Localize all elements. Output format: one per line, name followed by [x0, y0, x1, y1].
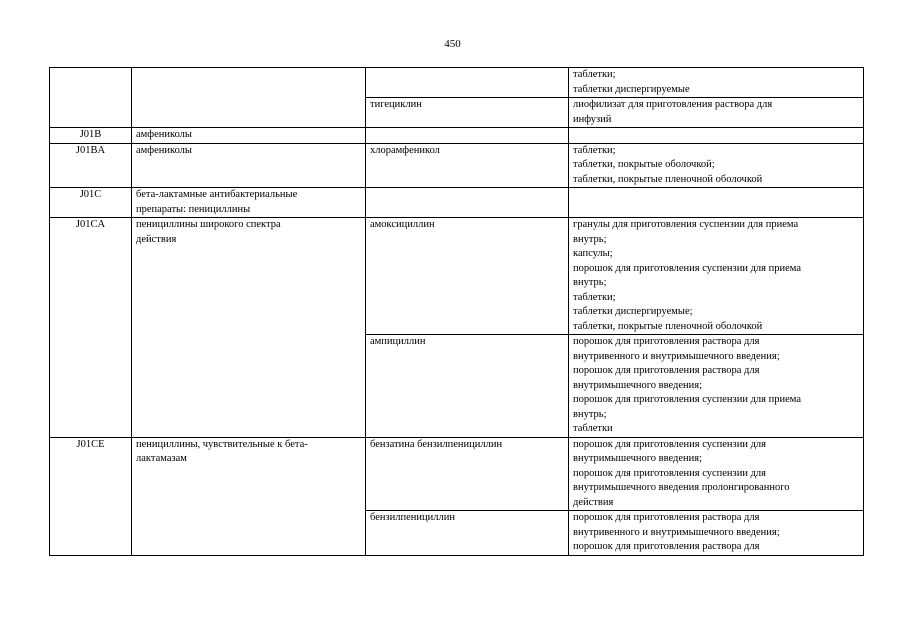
forms-cell: [569, 188, 864, 218]
group-cell: бета-лактамные антибактериальные препараты: пенициллины: [132, 188, 366, 218]
atc-code-cell: J01CE: [50, 437, 132, 555]
drug-cell: бензилпенициллин: [366, 511, 569, 556]
atc-code-cell: J01B: [50, 128, 132, 144]
drug-cell: ампициллин: [366, 335, 569, 438]
group-cell: [132, 68, 366, 128]
group-cell: пенициллины, чувствительные к бета- лактамазам: [132, 437, 366, 555]
forms-cell: [569, 128, 864, 144]
group-cell: пенициллины широкого спектра действия: [132, 218, 366, 438]
forms-cell: порошок для приготовления суспензии для внутримышечного введения; порошок для приготовления суспензии для внутримышечного введения пролонгированного действия: [569, 437, 864, 511]
forms-cell: таблетки; таблетки, покрытые оболочкой; таблетки, покрытые пленочной оболочкой: [569, 143, 864, 188]
drug-cell: [366, 188, 569, 218]
table-row: [50, 218, 864, 335]
atc-code-cell: J01C: [50, 188, 132, 218]
drug-table: [49, 67, 864, 556]
atc-code-cell: J01CA: [50, 218, 132, 438]
table-row: [50, 68, 864, 98]
atc-code-cell: [50, 68, 132, 128]
drug-cell: амоксициллин: [366, 218, 569, 335]
drug-cell: тигециклин: [366, 98, 569, 128]
page-number: 450: [444, 38, 461, 50]
atc-code-cell: J01BA: [50, 143, 132, 188]
group-cell: амфениколы: [132, 143, 366, 188]
table-row: [50, 128, 864, 144]
table-row: [50, 188, 864, 218]
forms-cell: лиофилизат для приготовления раствора для инфузий: [569, 98, 864, 128]
drug-cell: [366, 68, 569, 98]
group-cell: амфениколы: [132, 128, 366, 144]
forms-cell: порошок для приготовления раствора для внутривенного и внутримышечного введения; порошок для приготовления раствора для: [569, 511, 864, 556]
drug-cell: бензатина бензилпенициллин: [366, 437, 569, 511]
drug-cell: хлорамфеникол: [366, 143, 569, 188]
forms-cell: таблетки; таблетки диспергируемые: [569, 68, 864, 98]
table-row: [50, 143, 864, 188]
forms-cell: гранулы для приготовления суспензии для приема внутрь; капсулы; порошок для приготовления суспензии для приема внутрь; таблетки; таблетки диспергируемые; таблетки, покрытые пленочной оболочкой: [569, 218, 864, 335]
drug-cell: [366, 128, 569, 144]
table-row: [50, 437, 864, 511]
forms-cell: порошок для приготовления раствора для внутривенного и внутримышечного введения; порошок для приготовления раствора для внутримышечного введения; порошок для приготовления суспензии для приема внутрь; таблетки: [569, 335, 864, 438]
